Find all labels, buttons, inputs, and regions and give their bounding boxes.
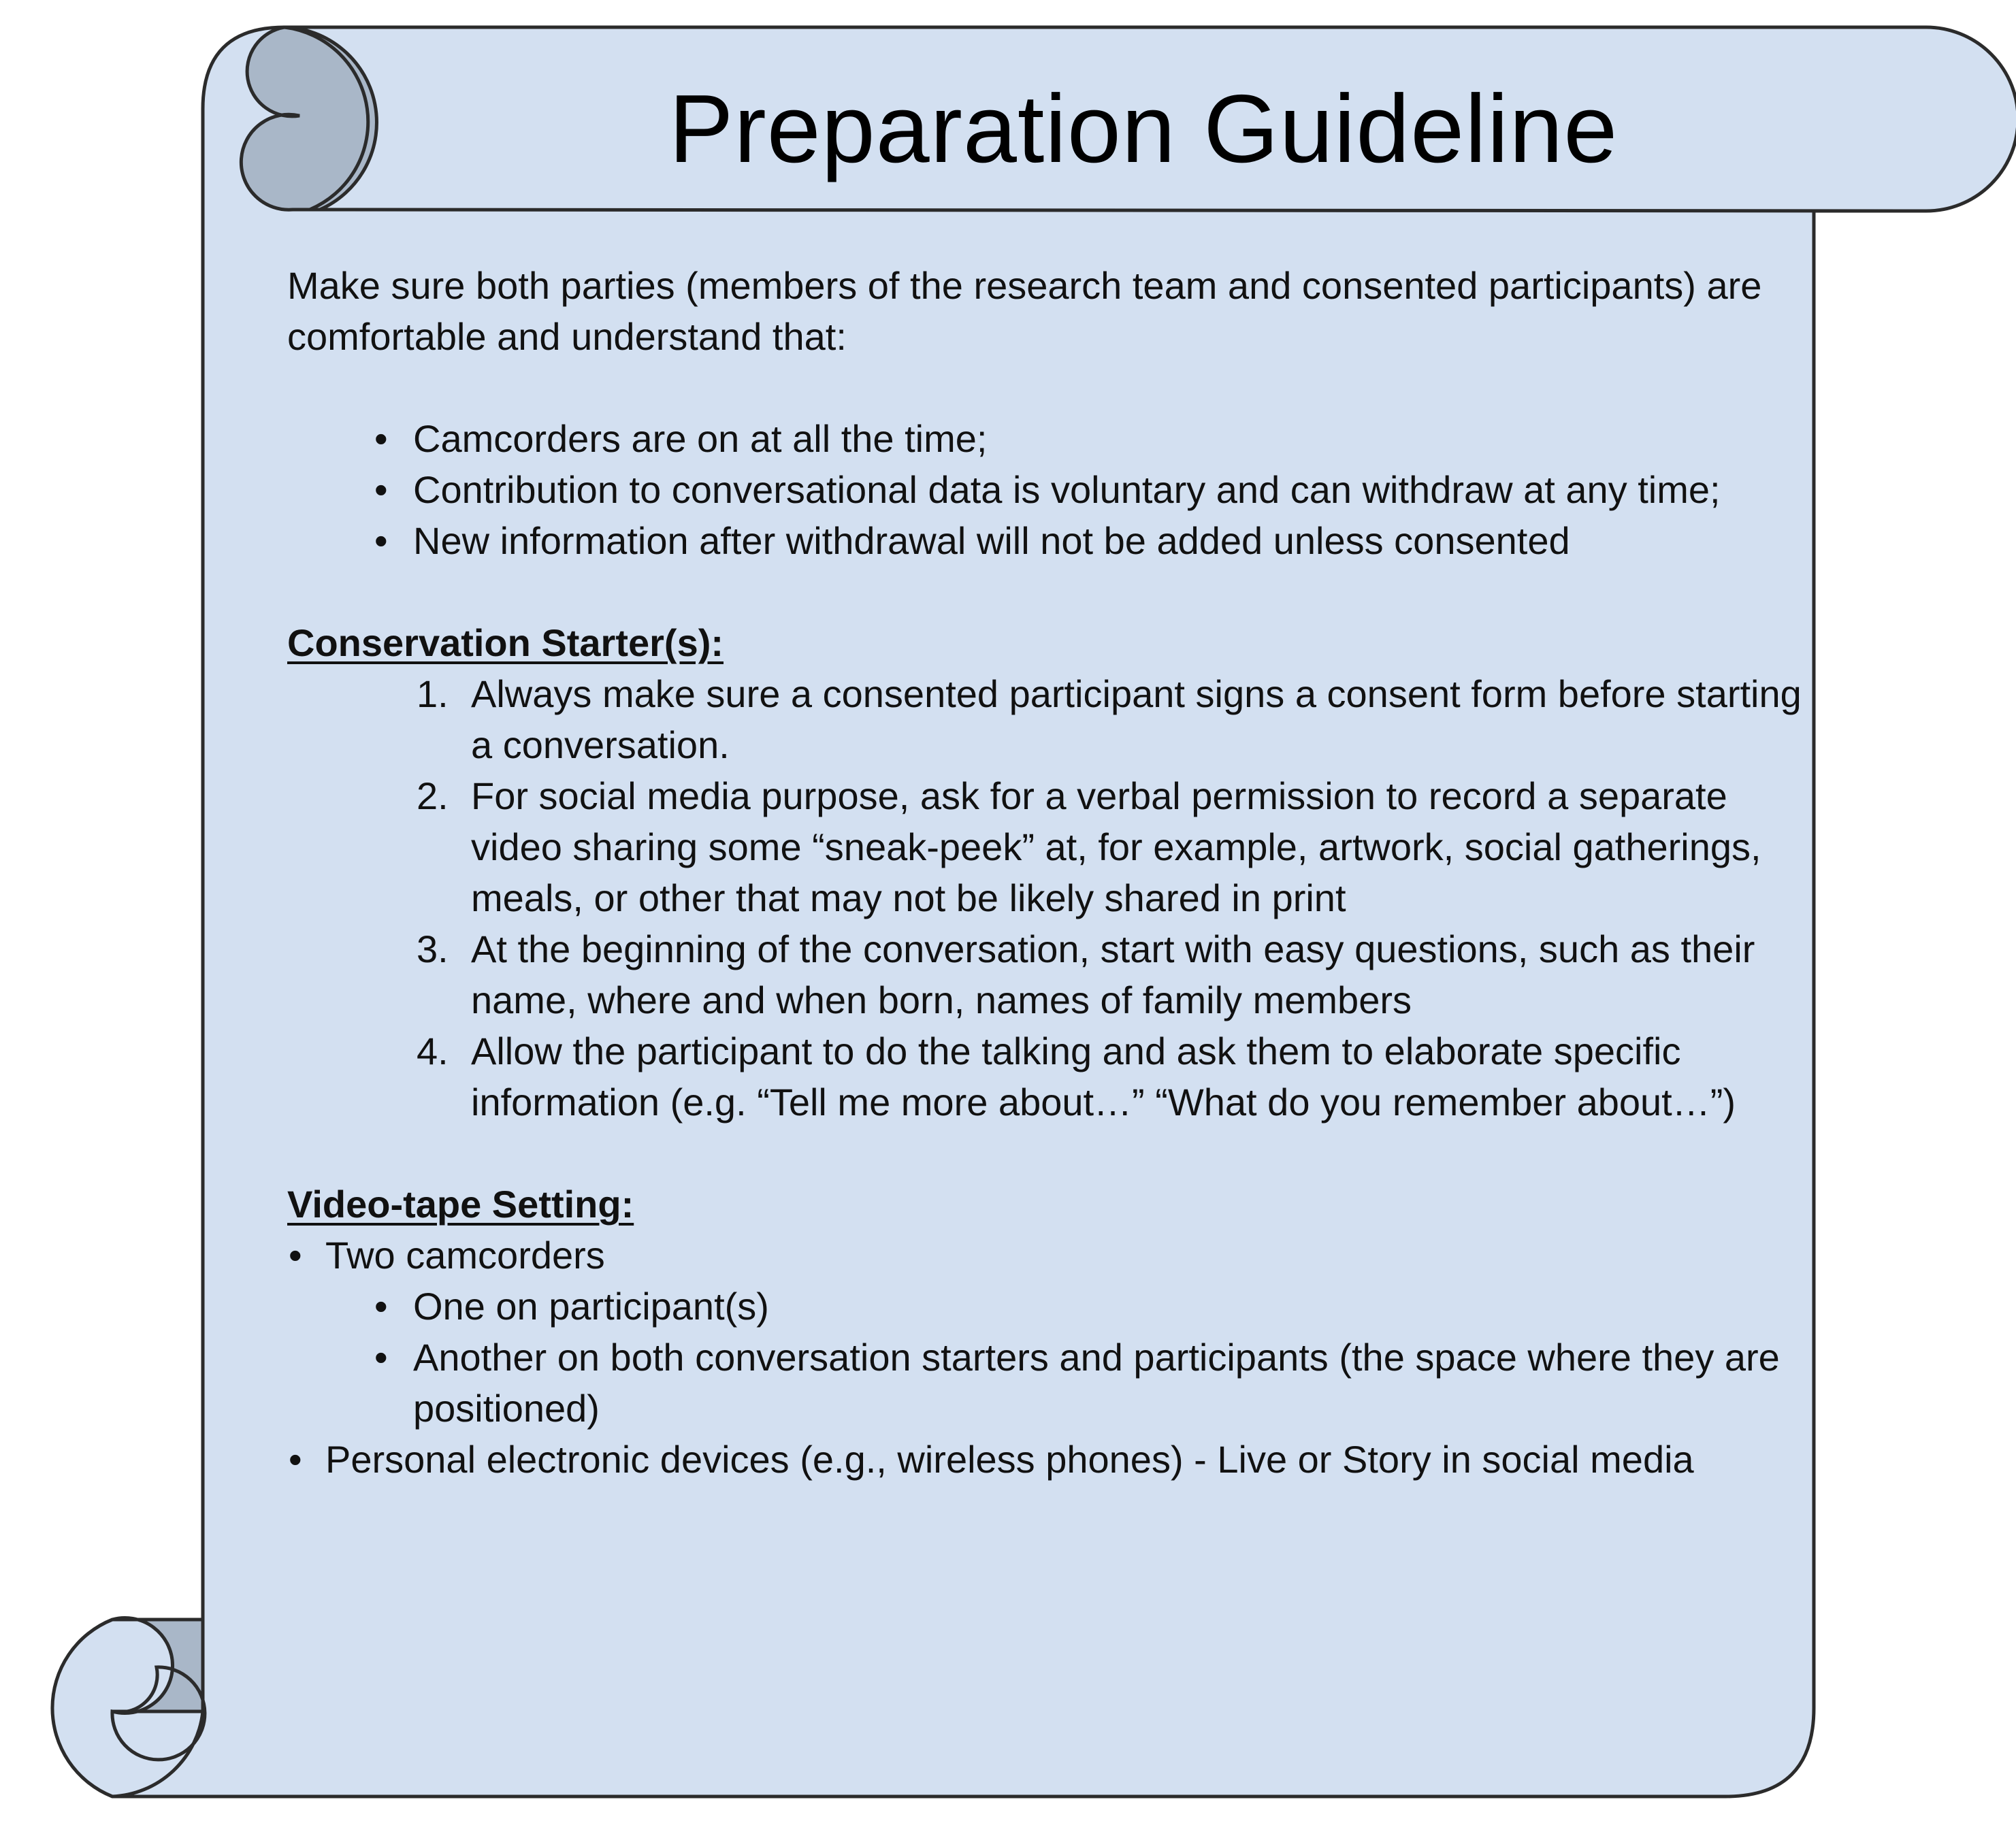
bullet-glyph: • [374,1336,388,1379]
list-item: • Personal electronic devices (e.g., wireless phones) - Live or Story in social media [287,1434,1825,1485]
bullet-glyph: • [374,468,388,511]
bullet-glyph: • [374,1285,388,1328]
list-item: • One on participant(s) [325,1281,1825,1332]
video-setting-list [287,1230,1825,1485]
step-number: 2. [417,774,449,817]
bullet-glyph: • [289,1438,302,1481]
step-number: 1. [417,672,449,715]
conversation-steps-list [287,668,1825,1128]
guideline-content [287,260,1825,1485]
camcorder-sub-list [325,1281,1825,1434]
list-item: • Camcorders are on at all the time; [287,413,1825,464]
intro-bullet-list [287,413,1825,566]
video-setting-heading: Video-tape Setting: [287,1183,634,1226]
conversation-starters-heading: Conservation Starter(s): [287,621,724,664]
bullet-glyph: • [374,519,388,562]
list-item: 3. At the beginning of the conversation, start with easy questions, such as their name, where and when born, names of family members [287,923,1825,1025]
intro-paragraph: Make sure both parties (members of the research team and consented participants) are comfortable and understand that: [287,264,1762,358]
list-item: 1. Always make sure a consented participant signs a consent form before starting a conversation. [287,668,1825,770]
list-item: • Two camcorders • One on participant(s) • Another on both conversation starters and participants (the space where they are positioned) [287,1230,1825,1434]
page-title: Preparation Guideline [668,75,1619,183]
bullet-glyph: • [289,1234,302,1277]
step-number: 4. [417,1030,449,1072]
list-item: 2. For social media purpose, ask for a verbal permission to record a separate video sharing some “sneak-peek” at, for example, artwork, social gatherings, meals, or other that may not be likely shared in print [287,770,1825,923]
list-item: • Another on both conversation starters and participants (the space where they are positioned) [325,1332,1825,1434]
list-item: • New information after withdrawal will not be added unless consented [287,515,1825,566]
bullet-glyph: • [374,417,388,460]
list-item: 4. Allow the participant to do the talking and ask them to elaborate specific information (e.g. “Tell me more about…” “What do you remember about…”) [287,1025,1825,1128]
step-number: 3. [417,928,449,970]
list-item: • Contribution to conversational data is voluntary and can withdraw at any time; [287,464,1825,515]
